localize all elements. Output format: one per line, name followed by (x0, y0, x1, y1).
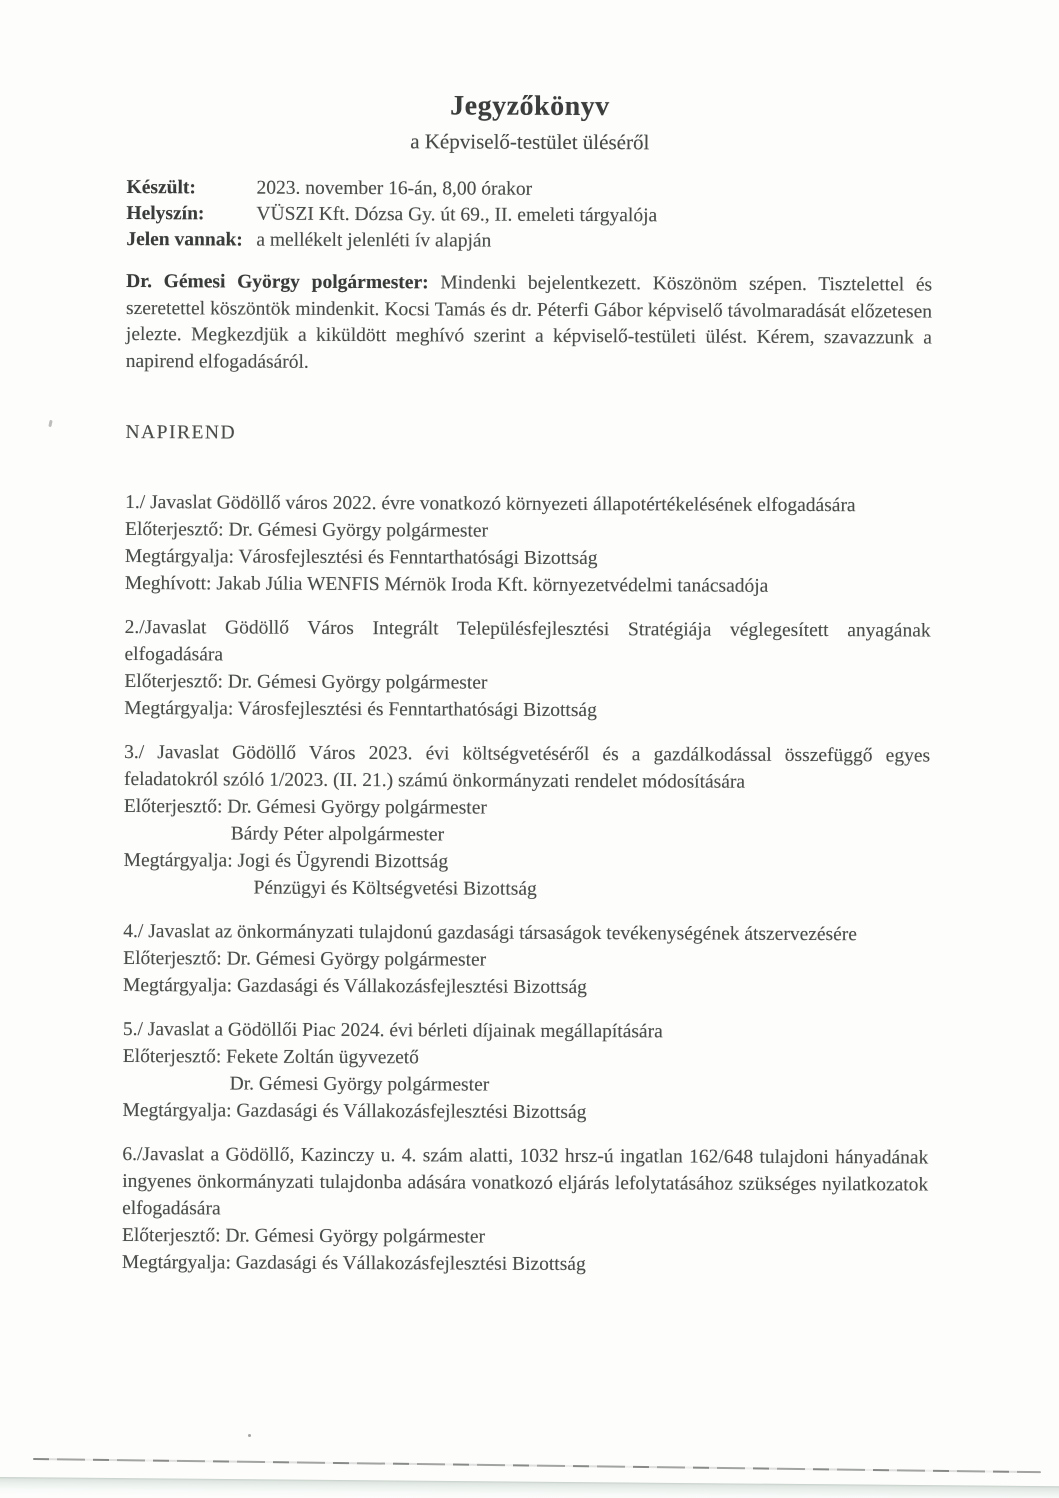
agenda-item-title: 5./ Javaslat a Gödöllői Piac 2024. évi bérleti díjainak megállapítására (122, 1018, 663, 1043)
agenda-item-lines (123, 945, 929, 1003)
document-title: Jegyzőkönyv (450, 90, 610, 123)
agenda-line: Meghívott: Jakab Júlia WENFIS Mérnök Iroda Kft. környezetvédelmi tanácsadója (124, 572, 769, 597)
agenda-line: Előterjesztő: Fekete Zoltán ügyvezető (122, 1045, 420, 1069)
agenda-line: Megtárgyalja: Gazdasági és Vállakozásfejlesztési Bizottság (121, 1251, 586, 1276)
agenda-item-title: 6./Javaslat a Gödöllő, Kazinczy u. 4. szám alatti, 1032 hrsz-ú ingatlan 162/648 tulajdoni hányadának ingyenes önkormányzati tulajdonba adására vonatkozó eljárás lefolytatásához szükséges nyilatkozatok elfogadására (122, 1143, 929, 1220)
scan-artifact-line (33, 1458, 1041, 1473)
agenda-item-title: 4./ Javaslat az önkormányzati tulajdonú gazdasági társaságok tevékenységének átszervezésére (123, 920, 857, 946)
speaker-name: Dr. Gémesi György polgármester: (126, 270, 429, 294)
meta-value-keszult: 2023. november 16-án, 8,00 órakor (256, 177, 533, 200)
meta-row-jelen-vannak (126, 227, 932, 257)
agenda-line: Előterjesztő: Dr. Gémesi György polgármester (123, 795, 487, 819)
meta-label-jelen-vannak: Jelen vannak: (126, 228, 243, 251)
meta-label-helyszin: Helyszín: (126, 202, 205, 225)
agenda-line: Megtárgyalja: Gazdasági és Vállakozásfejlesztési Bizottság (123, 974, 588, 999)
agenda-item (122, 1016, 928, 1128)
agenda-item-lines (125, 516, 931, 601)
agenda-line: Megtárgyalja: Városfejlesztési és Fenntarthatósági Bizottság (124, 545, 598, 570)
scan-artifact-band (0, 1477, 1059, 1498)
scan-speck (48, 420, 52, 427)
meta-row-helyszin (126, 201, 932, 231)
agenda-item-lines (122, 1043, 928, 1128)
agenda-line: Előterjesztő: Dr. Gémesi György polgármester (125, 518, 489, 542)
agenda-item-lines (122, 1222, 928, 1280)
document-subtitle: a Képviselő-testület üléséről (410, 129, 650, 155)
meta-block (126, 175, 932, 257)
agenda-line: Megtárgyalja: Városfejlesztési és Fenntarthatósági Bizottság (124, 697, 597, 722)
agenda-item (123, 918, 929, 1003)
meta-row-keszult (127, 175, 933, 205)
document-content (122, 88, 933, 1297)
agenda-line: Megtárgyalja: Jogi és Ügyrendi Bizottság (123, 849, 449, 873)
scan-speck (248, 1434, 251, 1437)
meta-label-keszult: Készült: (126, 176, 196, 199)
agenda-item (122, 1141, 929, 1280)
agenda-line: Bárdy Péter alpolgármester (230, 823, 445, 846)
agenda-item (124, 614, 930, 726)
opening-statement (126, 269, 932, 379)
agenda-line: Előterjesztő: Dr. Gémesi György polgármester (124, 670, 488, 694)
meta-value-helyszin: VÜSZI Kft. Dózsa Gy. út 69., II. emeleti tárgyalója (256, 203, 658, 227)
agenda-line: Dr. Gémesi György polgármester (229, 1073, 490, 1096)
agenda-item-title: 3./ Javaslat Gödöllő Város 2023. évi költségvetéséről és a gazdálkodással összefüggő egyes feladatokról szóló 1/2023. (II. 21.) számú önkormányzati rendelet módosítására (123, 741, 931, 793)
agenda-item-title: 2./Javaslat Gödöllő Város Integrált Településfejlesztési Stratégiája véglegesített anyagának elfogadására (124, 616, 931, 666)
agenda-line: Előterjesztő: Dr. Gémesi György polgármester (123, 947, 487, 971)
agenda-heading: NAPIREND (125, 421, 237, 444)
agenda-item (123, 739, 930, 905)
agenda-line: Megtárgyalja: Gazdasági és Vállakozásfejlesztési Bizottság (122, 1099, 587, 1124)
agenda-line: Előterjesztő: Dr. Gémesi György polgármester (121, 1224, 486, 1248)
agenda-item-title: 1./ Javaslat Gödöllő város 2022. évre vonatkozó környezeti állapotértékelésének elfogadására (125, 491, 856, 517)
agenda-line: Pénzügyi és Költségvetési Bizottság (253, 877, 537, 900)
agenda-list (122, 489, 931, 1280)
opening-statement-text: Mindenki bejelentkezett. Köszönöm szépen. Tisztelettel és szeretettel köszöntök mindenkit. Kocsi Tamás és dr. Péterfi Gábor képviselő távolmaradását előzetesen jelezte. Megkezdjük a kiküldött meghívó szerint a képviselő-testületi ülést. Kérem, szavazzunk a napirend elfogadásáról. (125, 272, 933, 373)
agenda-item-lines (123, 793, 929, 905)
agenda-item (125, 489, 931, 601)
agenda-item-lines (124, 668, 930, 726)
meta-value-jelen-vannak: a mellékelt jelenléti ív alapján (256, 229, 492, 252)
